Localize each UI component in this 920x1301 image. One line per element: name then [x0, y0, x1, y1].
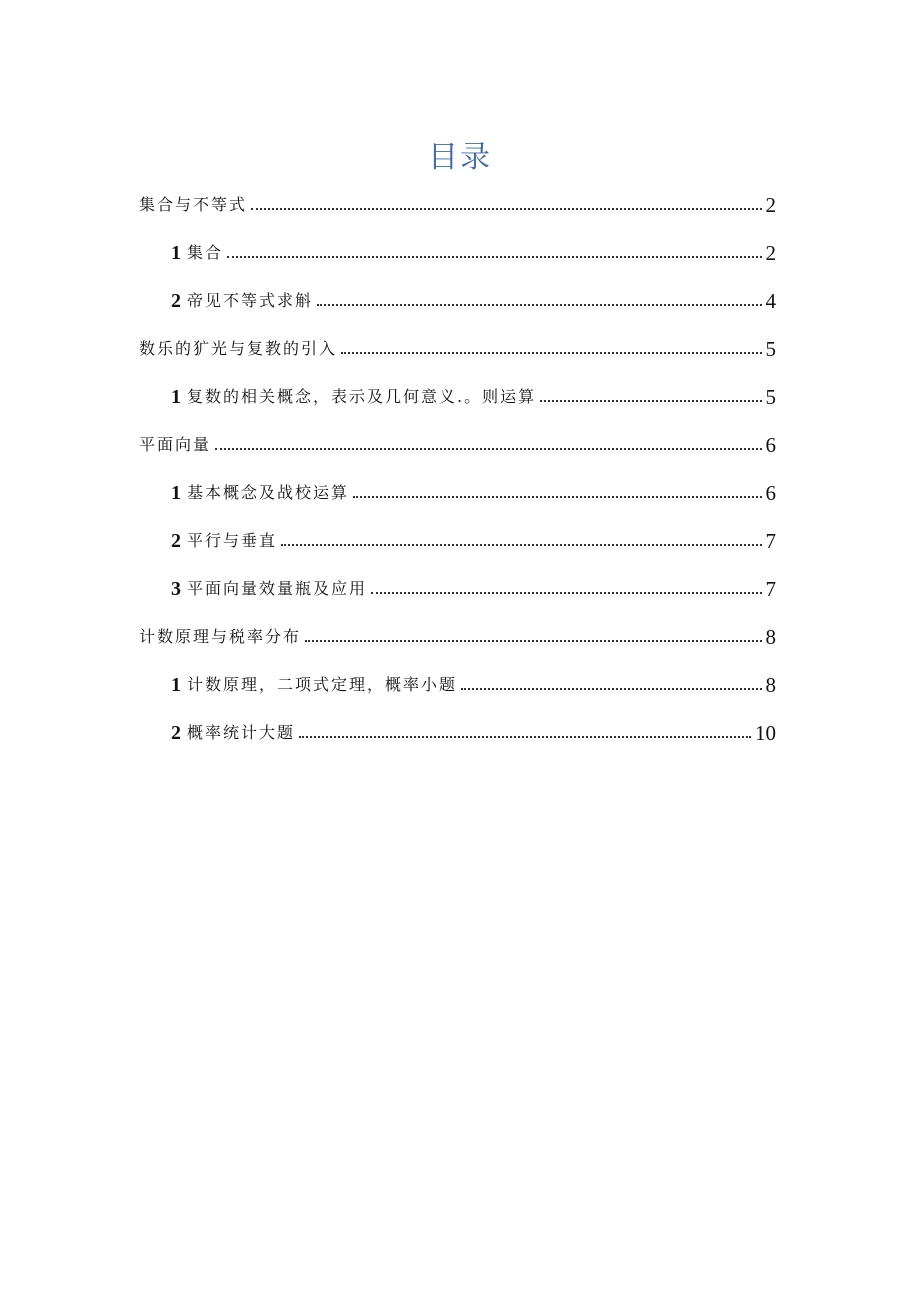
toc-leader-dots	[317, 304, 761, 306]
toc-leader-dots	[353, 496, 761, 498]
toc-entry-page: 2	[765, 241, 776, 265]
toc-entry-text: 计数原理，二项式定理，概率小题	[187, 675, 458, 694]
toc-entry-text: 集合	[187, 243, 224, 262]
toc-entry-text: 帝见不等式求斛	[187, 291, 314, 310]
toc-entry-page: 6	[765, 481, 776, 505]
toc-entry-page: 2	[765, 193, 776, 217]
toc-entry-number: 3	[171, 578, 181, 600]
toc-entry-page: 8	[765, 673, 776, 697]
toc-entry-text: 集合与不等式	[139, 195, 248, 214]
toc-entry[interactable]	[171, 666, 776, 696]
toc-leader-dots	[215, 448, 761, 450]
toc-entry-text: 数乐的犷光与复教的引入	[139, 339, 338, 358]
toc-entry-page: 5	[765, 337, 776, 361]
toc-leader-dots	[251, 208, 761, 210]
toc-entry-page: 10	[755, 721, 776, 745]
toc-entry-page: 7	[765, 577, 776, 601]
toc-entry-text: 平行与垂直	[187, 531, 278, 550]
toc-entry-page: 8	[765, 625, 776, 649]
toc-entry-number: 2	[171, 530, 181, 552]
toc-entry-text: 计数原理与税率分布	[139, 627, 302, 646]
toc-leader-dots	[540, 400, 761, 402]
toc-entry[interactable]	[139, 618, 776, 648]
toc-entry-text: 基本概念及战校运算	[187, 483, 350, 502]
toc-entry-page: 7	[765, 529, 776, 553]
toc-entry-text: 平面向量效量瓶及应用	[187, 579, 368, 598]
toc-entry[interactable]	[171, 570, 776, 600]
toc-entry-number: 2	[171, 290, 181, 312]
toc-entry-text: 复数的相关概念，表示及几何意义.。则运算	[187, 387, 537, 406]
toc-leader-dots	[227, 256, 761, 258]
toc-entry[interactable]	[171, 522, 776, 552]
toc-entry[interactable]	[171, 378, 776, 408]
toc-entry-number: 1	[171, 674, 181, 696]
toc-entry-text: 平面向量	[139, 435, 212, 454]
toc-leader-dots	[281, 544, 761, 546]
toc-leader-dots	[305, 640, 761, 642]
toc-entry[interactable]	[139, 426, 776, 456]
toc-entry-number: 2	[171, 722, 181, 744]
toc-entry[interactable]	[171, 714, 776, 744]
toc-entry-text: 概率统计大题	[187, 723, 296, 742]
toc-entry[interactable]	[171, 282, 776, 312]
toc-leader-dots	[299, 736, 751, 738]
toc-entry-number: 1	[171, 482, 181, 504]
toc-entry-number: 1	[171, 242, 181, 264]
toc-leader-dots	[461, 688, 761, 690]
toc-entry-page: 5	[765, 385, 776, 409]
toc-entry-page: 6	[765, 433, 776, 457]
toc-leader-dots	[371, 592, 761, 594]
toc-entry[interactable]	[139, 186, 776, 216]
toc-title: 目录	[428, 140, 492, 175]
toc-entry[interactable]	[139, 330, 776, 360]
toc-entry[interactable]	[171, 234, 776, 264]
toc-entry-number: 1	[171, 386, 181, 408]
toc-leader-dots	[341, 352, 761, 354]
toc-entry-page: 4	[765, 289, 776, 313]
toc-entry[interactable]	[171, 474, 776, 504]
